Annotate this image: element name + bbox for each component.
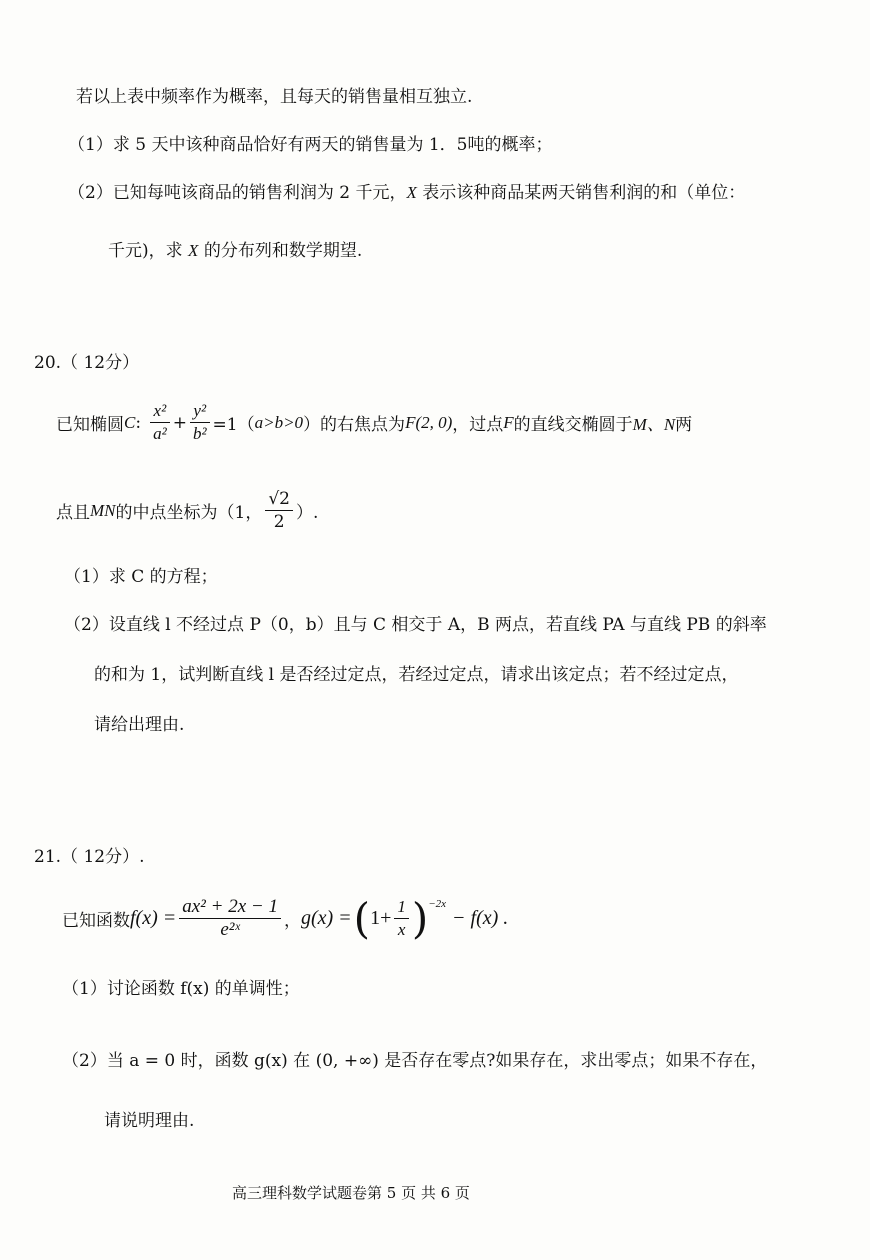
q20-line2-c: ）. <box>295 503 319 523</box>
q21-frac-f-den: e²ˣ <box>220 919 240 940</box>
q21-one-plus: 1+ <box>370 907 392 929</box>
q21-frac-inner-num: 1 <box>394 896 409 919</box>
q19-part1: （1）求 5 天中该种商品恰好有两天的销售量为 1．5吨的概率； <box>68 135 553 155</box>
q20-line2-a: 点且 <box>56 503 90 523</box>
q20-frac-sqrt-num: √2 <box>265 488 293 511</box>
q20-part2-line3: 请给出理由. <box>94 715 185 735</box>
q20-frac-y-den: b² <box>192 424 207 443</box>
q19-var-x: X <box>406 183 417 202</box>
q20-part2-line2: 的和为 1，试判断直线 l 是否经过定点，若经过定点，请求出该定点；若不经过定点， <box>94 665 739 685</box>
q20-cond: a>b>0 <box>254 412 304 432</box>
q19-part2-line1 <box>68 178 745 203</box>
q21-frac-f <box>179 896 281 941</box>
q20-part2-line1: （2）设直线 l 不经过点 P（0，b）且与 C 相交于 A，B 两点，若直线 PA 与直线 PB 的斜率 <box>64 615 767 635</box>
q21-stem-a: 已知函数 <box>62 911 130 931</box>
q20-frac-x-num: x² <box>150 400 170 423</box>
q20-frac-y-num: y² <box>190 400 210 423</box>
q19-part2-text-a: （2）已知每吨该商品的销售利润为 2 千元， <box>68 183 407 203</box>
q20-frac-x <box>150 400 170 445</box>
q21-header: 21.（ 12分）. <box>34 847 145 867</box>
q20-stem-e: 两 <box>675 415 693 435</box>
q19-part2-text-b: 表示该种商品某两天销售利润的和（单位： <box>416 183 746 203</box>
q20-stem-line2 <box>56 488 318 533</box>
q20-stem-line1 <box>56 400 692 445</box>
q21-comma: ， <box>283 911 301 931</box>
q21-g-def: g(x) = <box>300 907 352 929</box>
q21-part1: （1）讨论函数 f(x) 的单调性； <box>62 979 300 999</box>
q20-mn: M、N <box>632 415 676 434</box>
q20-var-c: C <box>124 412 136 432</box>
q20-line2-b: 的中点坐标为（1， <box>115 503 263 523</box>
q20-stem-b: ）的右焦点为 <box>303 415 406 435</box>
intro-line: 若以上表中频率作为概率，且每天的销售量相互独立. <box>76 87 473 107</box>
q21-paren-right: ) <box>411 893 429 943</box>
q20-part1: （1）求 C 的方程； <box>64 567 218 587</box>
q21-part2-line2: 请说明理由. <box>104 1111 195 1131</box>
q21-minus-f: − f(x) . <box>452 907 509 929</box>
q21-part2-line1: （2）当 a = 0 时，函数 g(x) 在 (0, +∞) 是否存在零点?如果存在，求出零点；如果不存在， <box>62 1051 768 1071</box>
q21-f-def: f(x) = <box>130 907 177 929</box>
q20-stem-c: ，过点 <box>452 415 504 435</box>
q20-focus-2: F <box>503 412 514 432</box>
q20-mn-2: MN <box>90 500 116 520</box>
q20-frac-sqrt <box>265 488 293 533</box>
q19-part2-text-d: 的分布列和数学期望. <box>198 241 363 261</box>
q19-part2-line2 <box>108 236 362 261</box>
q20-colon: : <box>135 412 142 433</box>
q21-exponent: −2x <box>428 898 447 910</box>
q20-header: 20.（ 12分） <box>34 353 140 373</box>
q20-focus: F(2, 0) <box>405 412 453 432</box>
q20-plus: + <box>172 412 187 433</box>
q21-stem <box>62 893 509 943</box>
q19-var-x-2: X <box>188 241 199 260</box>
q20-frac-x-den: a² <box>153 424 167 443</box>
q21-paren-left: ( <box>353 893 371 943</box>
q20-frac-y <box>190 400 210 445</box>
q19-part2-text-c: 千元)，求 <box>108 241 189 261</box>
q20-eq1: =1（ <box>212 415 255 435</box>
q21-frac-inner-den: x <box>397 920 406 939</box>
q21-frac-f-num: ax² + 2x − 1 <box>179 896 281 919</box>
q20-stem-a: 已知椭圆 <box>56 415 124 435</box>
q20-frac-sqrt-den: 2 <box>273 512 285 532</box>
q21-frac-inner <box>394 896 409 941</box>
page-footer: 高三理科数学试题卷第 5 页 共 6 页 <box>232 1184 470 1202</box>
q20-stem-d: 的直线交椭圆于 <box>513 415 633 435</box>
